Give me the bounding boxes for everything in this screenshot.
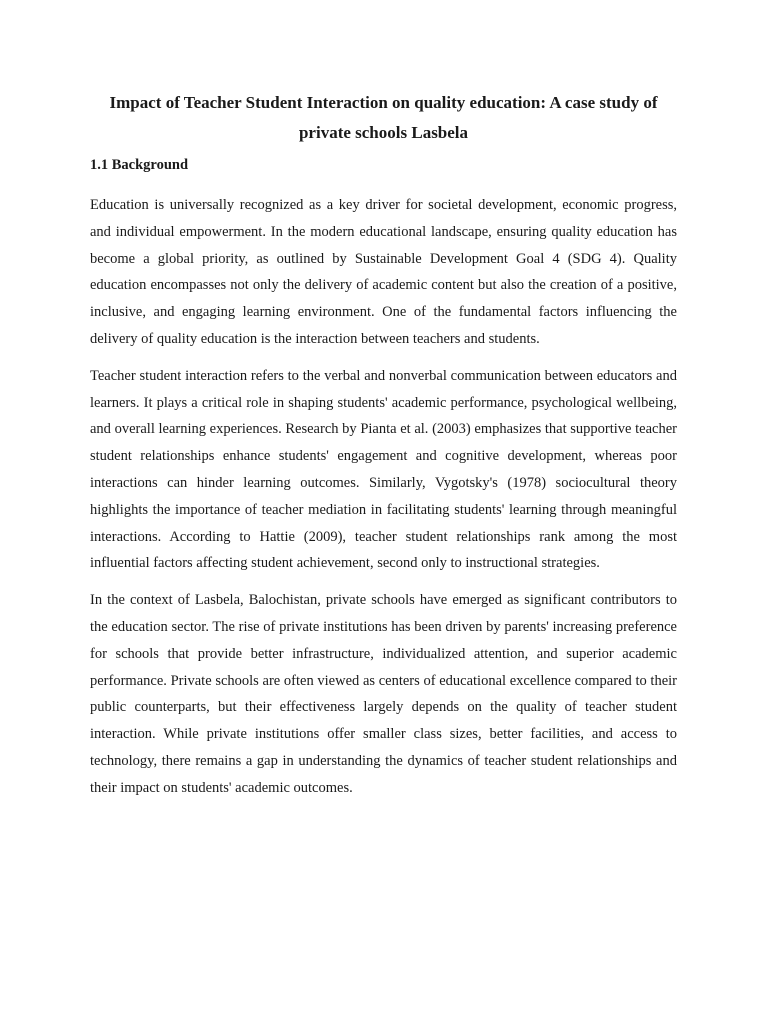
body-paragraph-3: In the context of Lasbela, Balochistan, private schools have emerged as significant contributors to the education sector. The rise of private institutions has been driven by parents' increasing preference for schools that provide better infrastructure, individualized attention, and superior academic performance. Private schools are often viewed as centers of educational excellence compared to their public counterparts, but their effectiveness largely depends on the quality of teacher student interaction. While private institutions offer smaller class sizes, better facilities, and access to technology, there remains a gap in understanding the dynamics of teacher student relationships and their impact on students' academic outcomes. xyxy=(90,592,677,796)
document-title: Impact of Teacher Student Interaction on quality education: A case study of private schools Lasbela xyxy=(109,93,658,142)
document-page xyxy=(90,88,677,812)
section-heading: 1.1 Background xyxy=(90,157,189,173)
body-paragraph-2: Teacher student interaction refers to the verbal and nonverbal communication between educators and learners. It plays a critical role in shaping students' academic performance, psychological wellbeing, and overall learning experiences. Research by Pianta et al. (2003) emphasizes that supportive teacher student relationships enhance students' engagement and cognitive development, whereas poor interactions can hinder learning outcomes. Similarly, Vygotsky's (1978) sociocultural theory highlights the importance of teacher mediation in facilitating students' learning through meaningful interactions. According to Hattie (2009), teacher student relationships rank among the most influential factors affecting student achievement, second only to instructional strategies. xyxy=(90,367,677,572)
body-paragraph-1: Education is universally recognized as a key driver for societal development, economic progress, and individual empowerment. In the modern educational landscape, ensuring quality education has become a global priority, as outlined by Sustainable Development Goal 4 (SDG 4). Quality education encompasses not only the delivery of academic content but also the creation of a positive, inclusive, and engaging learning environment. One of the fundamental factors influencing the delivery of quality education is the interaction between teachers and students. xyxy=(90,197,677,347)
